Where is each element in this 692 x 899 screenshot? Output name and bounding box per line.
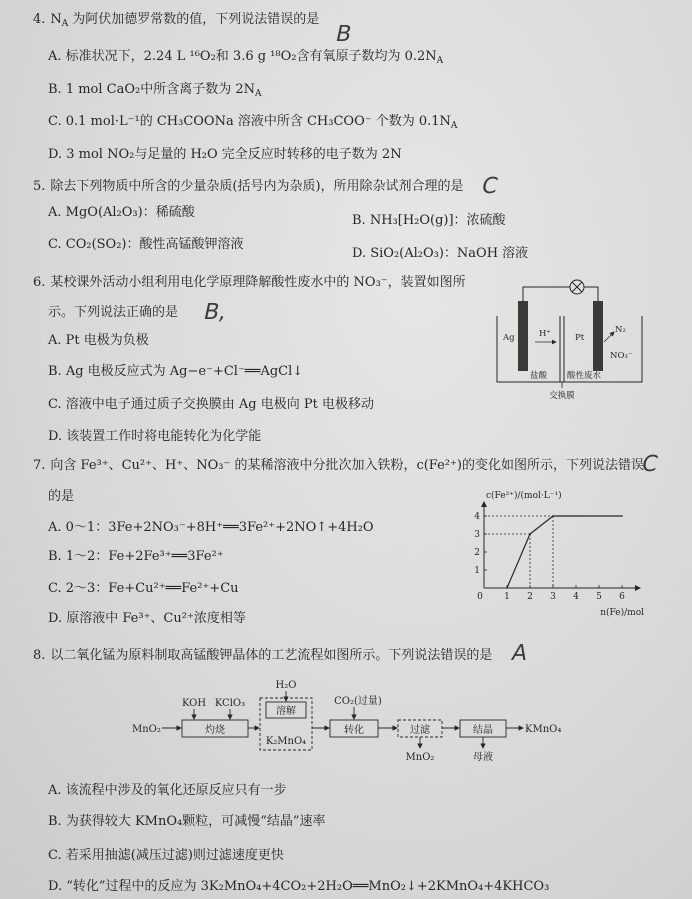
reagent-kclo3: KClO₃ — [214, 698, 246, 709]
q5-option-b[interactable]: B. NH₃[H₂O(g)]：浓硫酸 — [352, 213, 506, 228]
no3-label: NO₃⁻ — [610, 351, 633, 361]
data-point — [552, 515, 554, 517]
q7-option-d[interactable]: D. 原溶液中 Fe³⁺、Cu²⁺浓度相等 — [48, 611, 246, 626]
question-number: 4. — [33, 12, 46, 27]
question-text: 除去下列物质中所含的少量杂质(括号内为杂质)，所用除杂试剂合理的是 — [50, 179, 464, 194]
y-axis-label: c(Fe²⁺)/(mol·L⁻¹) — [486, 491, 562, 501]
step-filter-label: 过滤 — [410, 725, 430, 736]
subscript: A — [61, 19, 69, 29]
question-number: 6. — [33, 275, 46, 290]
x-tick-label: 5 — [596, 592, 602, 602]
mother-liquor: 母液 — [473, 752, 493, 763]
input-mno2: MnO₂ — [132, 724, 161, 735]
step-dissolve-label: 溶解 — [276, 706, 296, 717]
q4-stem — [33, 11, 319, 29]
pt-electrode — [593, 301, 603, 371]
q8-stem — [33, 647, 492, 665]
step-roast-label: 灼烧 — [205, 725, 225, 736]
na-symbol: N — [50, 12, 62, 27]
q5-option-c[interactable]: C. CO₂(SO₂)：酸性高锰酸钾溶液 — [48, 237, 244, 252]
fe2-concentration-chart — [468, 482, 653, 622]
q7-stem-continued: 的是 — [48, 489, 75, 504]
subscript: A — [450, 121, 458, 131]
option-text: A. 标准状况下，2.24 L ¹⁶O₂和 3.6 g ¹⁸O₂含有氧原子数均为 0.2N — [48, 49, 437, 64]
q8-option-c[interactable]: C. 若采用抽滤(减压过滤)则过滤速度更快 — [48, 848, 284, 863]
q7-stem — [33, 457, 644, 475]
ag-label: Ag — [503, 333, 515, 343]
q6-option-a[interactable]: A. Pt 电极为负极 — [48, 333, 149, 348]
step-crystallize-label: 结晶 — [473, 725, 493, 736]
handwritten-answer: C — [639, 452, 661, 477]
y-tick-label: 4 — [474, 512, 480, 522]
data-line — [507, 516, 622, 588]
data-point — [506, 587, 508, 589]
q6-option-b[interactable]: B. Ag 电极反应式为 Ag−e⁻+Cl⁻══AgCl↓ — [48, 364, 304, 379]
q6-option-c[interactable]: C. 溶液中电子通过质子交换膜由 Ag 电极向 Pt 电极移动 — [48, 397, 374, 412]
q8-option-b[interactable]: B. 为获得较大 KMnO₄颗粒，可减慢“结晶”速率 — [48, 814, 326, 829]
option-text: C. 0.1 mol·L⁻¹的 CH₃COONa 溶液中所含 CH₃COO⁻ 个数为 0.1N — [48, 114, 451, 129]
question-text: 某校课外活动小组利用电化学原理降解酸性废水中的 NO₃⁻，装置如图所 — [50, 275, 466, 290]
q4-option-a[interactable] — [48, 48, 443, 66]
ag-electrode — [518, 301, 528, 371]
lamp-icon — [570, 280, 584, 294]
option-text: B. 1 mol CaO₂中所含离子数为 2N — [48, 82, 256, 97]
q7-option-c[interactable]: C. 2～3：Fe+Cu²⁺══Fe²⁺+Cu — [48, 581, 239, 596]
acidic-wastewater-label: 酸性废水 — [567, 371, 602, 381]
hydrochloric-acid-label: 盐酸 — [530, 371, 548, 381]
data-point — [621, 515, 623, 517]
reagent-koh: KOH — [181, 698, 207, 709]
byproduct-mno2: MnO₂ — [405, 752, 435, 763]
subscript: A — [436, 56, 444, 66]
question-number: 5. — [33, 179, 46, 194]
h-ion-label: H⁺ — [539, 329, 551, 339]
product-kmno4: KMnO₄ — [525, 724, 562, 735]
q8-option-a[interactable]: A. 该流程中涉及的氧化还原反应只有一步 — [48, 783, 287, 798]
q7-option-b[interactable]: B. 1～2：Fe+2Fe³⁺══3Fe²⁺ — [48, 549, 224, 564]
step-convert-label: 转化 — [344, 725, 364, 736]
handwritten-answer: C — [479, 174, 501, 199]
q7-option-a[interactable]: A. 0～1：3Fe+2NO₃⁻+8H⁺══3Fe²⁺+2NO↑+4H₂O — [48, 520, 374, 535]
q5-option-a[interactable]: A. MgO(Al₂O₃)：稀硫酸 — [48, 205, 195, 220]
question-text: 以二氧化锰为原料制取高锰酸钾晶体的工艺流程如图所示。下列说法错误的是 — [50, 648, 493, 663]
q4-option-d[interactable] — [48, 146, 402, 164]
n2-label: N₂ — [615, 325, 626, 335]
x-tick-label: 1 — [504, 592, 510, 602]
n2-arrow — [604, 332, 614, 342]
handwritten-answer: B — [333, 22, 354, 47]
question-number: 8. — [33, 648, 46, 663]
question-text: 向含 Fe³⁺、Cu²⁺、H⁺、NO₃⁻ 的某稀溶液中分批次加入铁粉，c(Fe²⁺)的变化如图所示，下列说法错误 — [50, 458, 644, 473]
membrane-label: 交换膜 — [549, 391, 575, 401]
pt-label: Pt — [575, 333, 585, 343]
q6-stem — [33, 274, 466, 292]
wire — [584, 287, 598, 301]
q5-stem — [33, 178, 464, 196]
q4-option-b[interactable] — [48, 81, 262, 99]
reagent-co2: CO₂(过量) — [334, 696, 382, 707]
q5-option-d[interactable]: D. SiO₂(Al₂O₃)：NaOH 溶液 — [352, 246, 529, 261]
question-text: 为阿伏加德罗常数的值，下列说法错误的是 — [72, 12, 320, 27]
x-tick-label: 0 — [477, 592, 483, 602]
q8-option-d[interactable]: D. “转化”过程中的反应为 3K₂MnO₄+4CO₂+2H₂O══MnO₂↓+2KMnO₄+4KHCO₃ — [48, 879, 550, 894]
option-text: D. 3 mol NO₂与足量的 H₂O 完全反应时转移的电子数为 2N — [48, 147, 402, 162]
handwritten-answer: B, — [201, 300, 229, 325]
electrolysis-cell-diagram — [490, 276, 650, 404]
x-tick-label: 2 — [527, 592, 533, 602]
x-axis-label: n(Fe)/mol — [600, 608, 644, 618]
data-point — [529, 533, 531, 535]
q6-option-d[interactable]: D. 该装置工作时将电能转化为化学能 — [48, 429, 262, 444]
y-tick-label: 1 — [474, 566, 480, 576]
question-number: 7. — [33, 458, 46, 473]
subscript: A — [255, 89, 262, 99]
reagent-water: H₂O — [275, 680, 297, 691]
process-flow-diagram — [120, 676, 580, 766]
x-tick-label: 4 — [573, 592, 579, 602]
x-tick-label: 3 — [550, 592, 556, 602]
y-tick-label: 3 — [474, 530, 480, 540]
q6-stem-continued: 示。下列说法正确的是 — [48, 305, 179, 320]
handwritten-answer: A — [509, 641, 530, 666]
wire — [523, 287, 570, 301]
q4-option-c[interactable] — [48, 113, 457, 131]
intermediate-k2mno4: K₂MnO₄ — [265, 736, 307, 747]
x-tick-label: 6 — [619, 592, 625, 602]
y-tick-label: 2 — [474, 548, 480, 558]
